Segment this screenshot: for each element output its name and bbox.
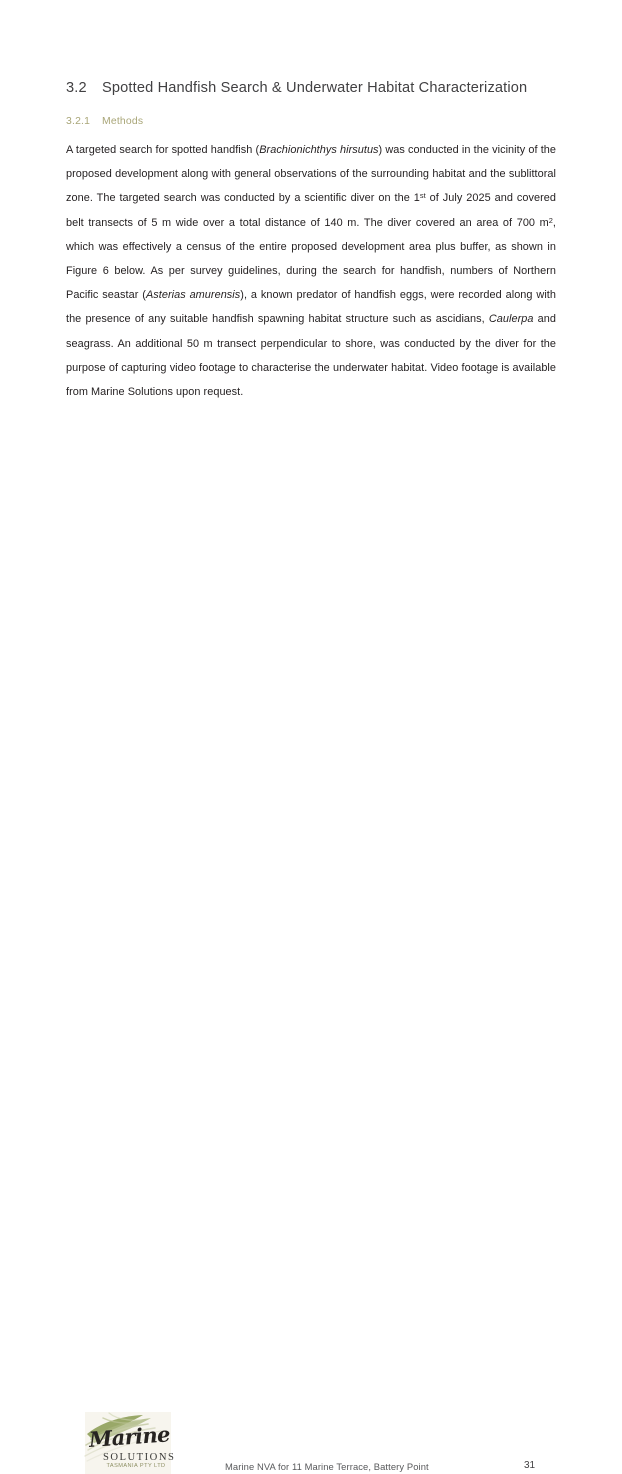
subsection-heading-number: 3.2.1 [66, 116, 91, 127]
subsection-heading-text: Methods [102, 116, 144, 127]
methods-paragraph: A targeted search for spotted handfish (Brachionichthys hirsutus) was conducted in the vicinity of the proposed development along with general observations of the surrounding habitat and the sublittoral zone. The targeted search was conducted by a scientific diver on the 1st of July 2025 and covered belt transects of 5 m wide over a total distance of 140 m. The diver covered an area of 700 $m^2$, which was effectively a census of the entire proposed development area plus buffer, as shown in Figure 6 below. As per survey guidelines, during the search for handfish, numbers of Northern Pacific seastar (Asterias amurensis), a known predator of handfish eggs, were recorded along with the presence of any suitable handfish spawning habitat structure such as ascidians, Caulerpa and seagrass. An additional 50 m transect perpendicular to shore, was conducted by the diver for the purpose of capturing video footage to characterise the underwater habitat. Video footage is available from Marine Solutions upon request. [66, 144, 556, 399]
section-heading-text: Spotted Handfish Search & Underwater Habitat Characterization [102, 80, 528, 96]
logo-script-text: Marine [88, 1421, 171, 1452]
section-heading [66, 80, 556, 96]
marine-solutions-logo [85, 1412, 176, 1474]
subsection-heading [66, 116, 556, 127]
logo-solutions-text: SOLUTIONS [103, 1452, 176, 1463]
logo-tasmania-text: TASMANIA PTY LTD [106, 1463, 166, 1469]
footer-document-title: Marine NVA for 11 Marine Terrace, Battery Point [225, 1461, 429, 1472]
section-heading-number: 3.2 [66, 80, 87, 96]
body-text-block [66, 138, 556, 404]
page-footer [0, 726, 622, 1472]
footer-page-number: 31 [524, 1460, 536, 1471]
